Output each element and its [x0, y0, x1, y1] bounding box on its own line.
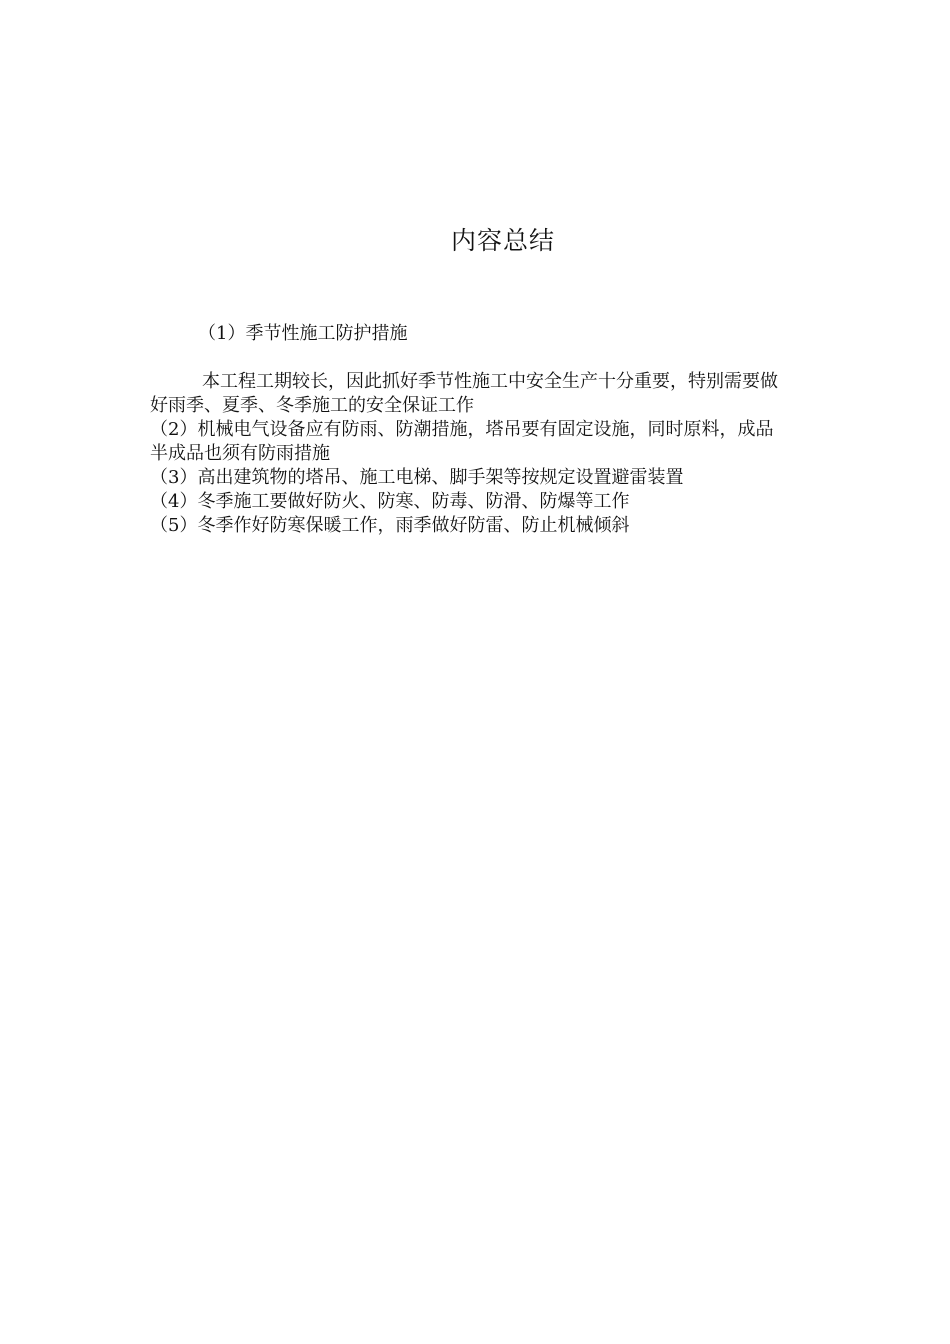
section-heading: （1）季节性施工防护措施: [198, 323, 408, 344]
list-item: （5）冬季作好防寒保暖工作，雨季做好防雷、防止机械倾斜: [150, 515, 630, 536]
page-title: 内容总结: [450, 226, 555, 255]
list-item: （2）机械电气设备应有防雨、防潮措施，塔吊要有固定设施，同时原料，成品半成品也须有防雨措施: [150, 419, 774, 464]
intro-paragraph: 本工程工期较长，因此抓好季节性施工中安全生产十分重要，特别需要做好雨季、夏季、冬季施工的安全保证工作: [150, 371, 778, 416]
list-item: （4）冬季施工要做好防火、防寒、防毒、防滑、防爆等工作: [150, 491, 630, 512]
list-item: （3）高出建筑物的塔吊、施工电梯、脚手架等按规定设置避雷装置: [150, 467, 684, 488]
document-body: [150, 370, 790, 538]
